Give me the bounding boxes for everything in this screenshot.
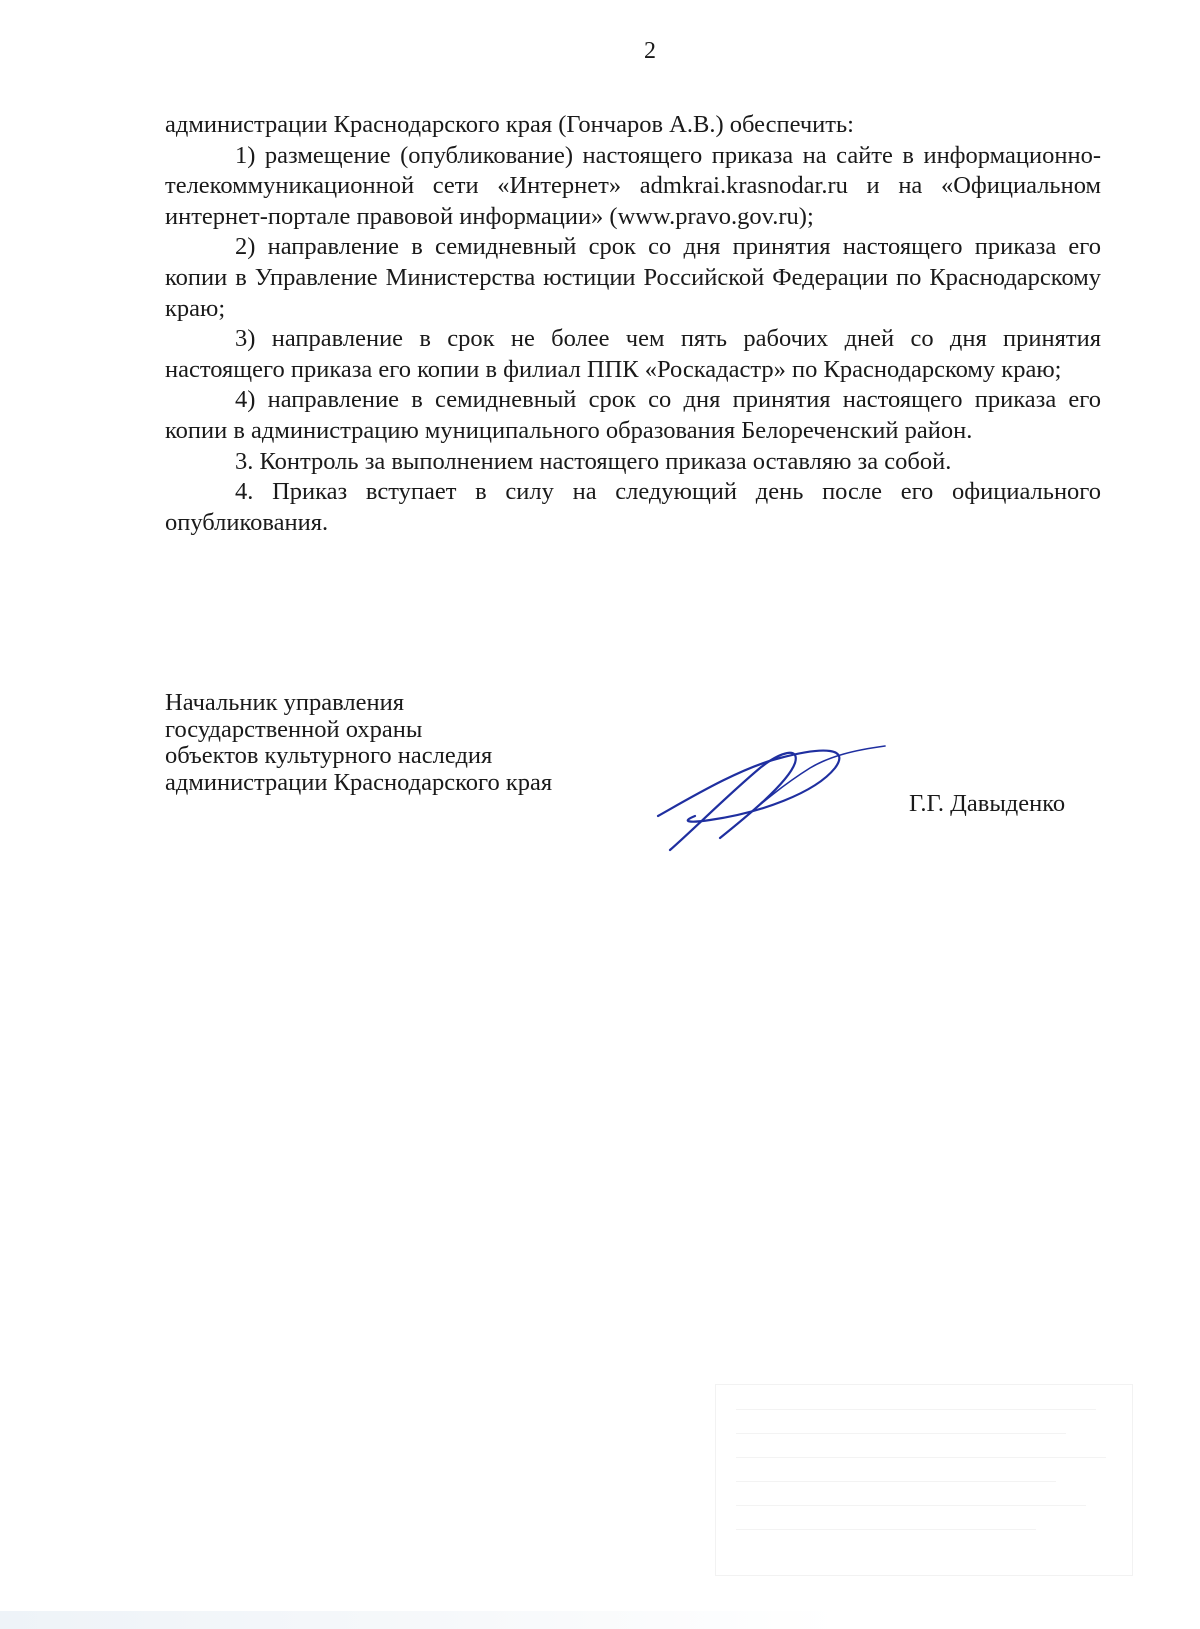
position-line: Начальник управления bbox=[165, 689, 404, 716]
paragraph-item-1: 1) размещение (опубликование) настоящего приказа на сайте в информационно-телекоммуникационной сети «Интернет» admkrai.krasnodar.ru и на «Официальном интернет-портале правовой информации» (www.pravo.gov.ru); bbox=[165, 141, 1101, 230]
position-line: администрации Краснодарского края bbox=[165, 768, 553, 796]
body-text bbox=[165, 110, 1101, 538]
page-number: 2 bbox=[644, 38, 656, 64]
paragraph-item-4: 4) направление в семидневный срок со дня принятия настоящего приказа его копии в администрацию муниципального образования Белореченский район. bbox=[165, 386, 1101, 444]
faint-stamp bbox=[715, 1384, 1133, 1576]
paragraph-control: 3. Контроль за выполнением настоящего приказа оставляю за собой. bbox=[235, 447, 952, 475]
signer-name: Г.Г. Давыденко bbox=[909, 790, 1066, 817]
paragraph-item-2: 2) направление в семидневный срок со дня принятия настоящего приказа его копии в Управление Министерства юстиции Российской Федерации по Краснодарскому краю; bbox=[165, 233, 1101, 322]
paragraph-intro: администрации Краснодарского края (Гончаров А.В.) обеспечить: bbox=[165, 111, 854, 138]
paragraph-effective: 4. Приказ вступает в силу на следующий день после его официального опубликования. bbox=[165, 478, 1101, 536]
position-line: государственной охраны bbox=[165, 715, 423, 743]
scan-edge-strip bbox=[0, 1611, 1200, 1629]
handwritten-signature bbox=[650, 738, 890, 858]
signatory-position bbox=[165, 690, 552, 796]
paragraph-item-3: 3) направление в срок не более чем пять рабочих дней со дня принятия настоящего приказа его копии в филиал ППК «Роскадастр» по Краснодарскому краю; bbox=[165, 325, 1101, 383]
position-line: объектов культурного наследия bbox=[165, 742, 493, 769]
